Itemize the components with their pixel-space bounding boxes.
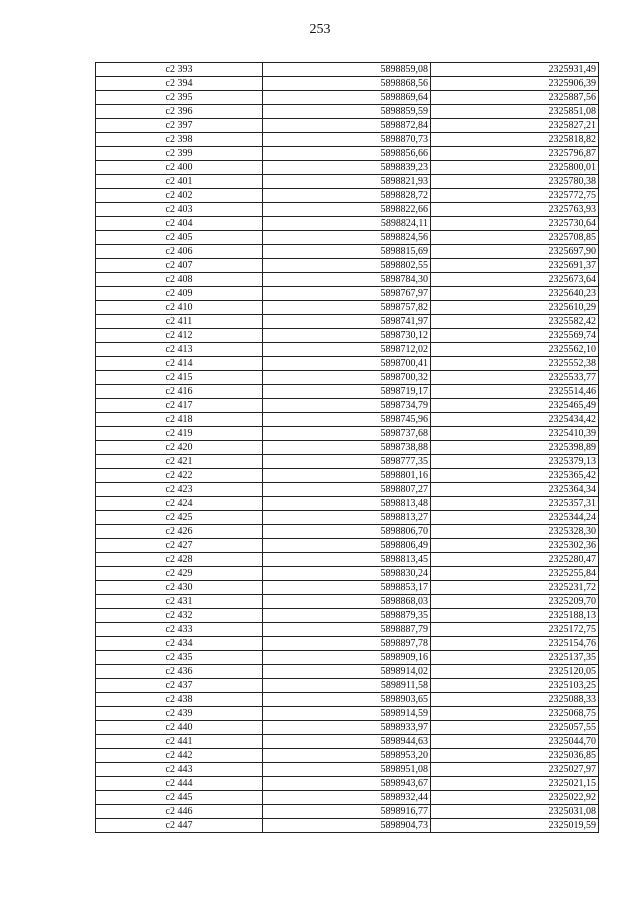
table-row — [96, 413, 599, 427]
y-coordinate-cell: 2325851,08 — [431, 105, 599, 119]
point-id-cell: с2 439 — [96, 707, 263, 721]
x-coordinate-cell: 5898712,02 — [263, 343, 431, 357]
table-row — [96, 735, 599, 749]
table-row — [96, 693, 599, 707]
x-coordinate-cell: 5898944,63 — [263, 735, 431, 749]
point-id-cell: с2 426 — [96, 525, 263, 539]
point-id-cell: с2 393 — [96, 63, 263, 77]
point-id-cell: с2 416 — [96, 385, 263, 399]
y-coordinate-cell: 2325514,46 — [431, 385, 599, 399]
point-id-cell: с2 417 — [96, 399, 263, 413]
point-id-cell: с2 401 — [96, 175, 263, 189]
table-row — [96, 245, 599, 259]
x-coordinate-cell: 5898859,59 — [263, 105, 431, 119]
y-coordinate-cell: 2325103,25 — [431, 679, 599, 693]
y-coordinate-cell: 2325364,34 — [431, 483, 599, 497]
y-coordinate-cell: 2325410,39 — [431, 427, 599, 441]
table-row — [96, 189, 599, 203]
table-row — [96, 427, 599, 441]
y-coordinate-cell: 2325763,93 — [431, 203, 599, 217]
table-row — [96, 133, 599, 147]
point-id-cell: с2 431 — [96, 595, 263, 609]
x-coordinate-cell: 5898767,97 — [263, 287, 431, 301]
x-coordinate-cell: 5898914,59 — [263, 707, 431, 721]
y-coordinate-cell: 2325328,30 — [431, 525, 599, 539]
y-coordinate-cell: 2325552,38 — [431, 357, 599, 371]
x-coordinate-cell: 5898813,27 — [263, 511, 431, 525]
x-coordinate-cell: 5898951,08 — [263, 763, 431, 777]
x-coordinate-cell: 5898777,35 — [263, 455, 431, 469]
y-coordinate-cell: 2325887,56 — [431, 91, 599, 105]
point-id-cell: с2 414 — [96, 357, 263, 371]
y-coordinate-cell: 2325031,08 — [431, 805, 599, 819]
y-coordinate-cell: 2325172,75 — [431, 623, 599, 637]
table-row — [96, 441, 599, 455]
point-id-cell: с2 444 — [96, 777, 263, 791]
table-row — [96, 203, 599, 217]
point-id-cell: с2 410 — [96, 301, 263, 315]
point-id-cell: с2 399 — [96, 147, 263, 161]
y-coordinate-cell: 2325730,64 — [431, 217, 599, 231]
y-coordinate-cell: 2325697,90 — [431, 245, 599, 259]
x-coordinate-cell: 5898830,24 — [263, 567, 431, 581]
y-coordinate-cell: 2325036,85 — [431, 749, 599, 763]
y-coordinate-cell: 2325120,05 — [431, 665, 599, 679]
table-row — [96, 315, 599, 329]
table-row — [96, 805, 599, 819]
point-id-cell: с2 425 — [96, 511, 263, 525]
point-id-cell: с2 430 — [96, 581, 263, 595]
table-row — [96, 623, 599, 637]
x-coordinate-cell: 5898868,03 — [263, 595, 431, 609]
y-coordinate-cell: 2325906,39 — [431, 77, 599, 91]
table-row — [96, 77, 599, 91]
point-id-cell: с2 419 — [96, 427, 263, 441]
table-row — [96, 455, 599, 469]
x-coordinate-cell: 5898757,82 — [263, 301, 431, 315]
x-coordinate-cell: 5898824,56 — [263, 231, 431, 245]
point-id-cell: с2 422 — [96, 469, 263, 483]
point-id-cell: с2 394 — [96, 77, 263, 91]
x-coordinate-cell: 5898868,56 — [263, 77, 431, 91]
table-row — [96, 819, 599, 833]
y-coordinate-cell: 2325019,59 — [431, 819, 599, 833]
y-coordinate-cell: 2325569,74 — [431, 329, 599, 343]
x-coordinate-cell: 5898859,08 — [263, 63, 431, 77]
table-row — [96, 357, 599, 371]
y-coordinate-cell: 2325231,72 — [431, 581, 599, 595]
point-id-cell: с2 420 — [96, 441, 263, 455]
point-id-cell: с2 398 — [96, 133, 263, 147]
point-id-cell: с2 397 — [96, 119, 263, 133]
table-row — [96, 399, 599, 413]
table-row — [96, 147, 599, 161]
y-coordinate-cell: 2325640,23 — [431, 287, 599, 301]
table-row — [96, 637, 599, 651]
x-coordinate-cell: 5898813,45 — [263, 553, 431, 567]
table-row — [96, 483, 599, 497]
x-coordinate-cell: 5898738,88 — [263, 441, 431, 455]
x-coordinate-cell: 5898719,17 — [263, 385, 431, 399]
x-coordinate-cell: 5898741,97 — [263, 315, 431, 329]
y-coordinate-cell: 2325800,01 — [431, 161, 599, 175]
y-coordinate-cell: 2325562,10 — [431, 343, 599, 357]
x-coordinate-cell: 5898932,44 — [263, 791, 431, 805]
x-coordinate-cell: 5898815,69 — [263, 245, 431, 259]
point-id-cell: с2 445 — [96, 791, 263, 805]
y-coordinate-cell: 2325209,70 — [431, 595, 599, 609]
point-id-cell: с2 404 — [96, 217, 263, 231]
table-row — [96, 63, 599, 77]
x-coordinate-cell: 5898914,02 — [263, 665, 431, 679]
table-row — [96, 231, 599, 245]
point-id-cell: с2 413 — [96, 343, 263, 357]
x-coordinate-cell: 5898869,64 — [263, 91, 431, 105]
x-coordinate-cell: 5898806,70 — [263, 525, 431, 539]
coordinates-table-body — [96, 63, 599, 833]
table-row — [96, 273, 599, 287]
point-id-cell: с2 405 — [96, 231, 263, 245]
x-coordinate-cell: 5898872,84 — [263, 119, 431, 133]
table-row — [96, 763, 599, 777]
table-row — [96, 567, 599, 581]
point-id-cell: с2 438 — [96, 693, 263, 707]
y-coordinate-cell: 2325137,35 — [431, 651, 599, 665]
point-id-cell: с2 406 — [96, 245, 263, 259]
y-coordinate-cell: 2325398,89 — [431, 441, 599, 455]
y-coordinate-cell: 2325434,42 — [431, 413, 599, 427]
point-id-cell: с2 432 — [96, 609, 263, 623]
x-coordinate-cell: 5898897,78 — [263, 637, 431, 651]
x-coordinate-cell: 5898839,23 — [263, 161, 431, 175]
y-coordinate-cell: 2325708,85 — [431, 231, 599, 245]
table-row — [96, 287, 599, 301]
y-coordinate-cell: 2325827,21 — [431, 119, 599, 133]
table-row — [96, 343, 599, 357]
x-coordinate-cell: 5898887,79 — [263, 623, 431, 637]
point-id-cell: с2 437 — [96, 679, 263, 693]
table-row — [96, 301, 599, 315]
table-row — [96, 539, 599, 553]
x-coordinate-cell: 5898784,30 — [263, 273, 431, 287]
x-coordinate-cell: 5898904,73 — [263, 819, 431, 833]
table-row — [96, 497, 599, 511]
x-coordinate-cell: 5898822,66 — [263, 203, 431, 217]
x-coordinate-cell: 5898953,20 — [263, 749, 431, 763]
x-coordinate-cell: 5898903,65 — [263, 693, 431, 707]
point-id-cell: с2 415 — [96, 371, 263, 385]
x-coordinate-cell: 5898856,66 — [263, 147, 431, 161]
y-coordinate-cell: 2325931,49 — [431, 63, 599, 77]
table-row — [96, 777, 599, 791]
x-coordinate-cell: 5898801,16 — [263, 469, 431, 483]
y-coordinate-cell: 2325255,84 — [431, 567, 599, 581]
table-row — [96, 161, 599, 175]
table-row — [96, 371, 599, 385]
table-row — [96, 91, 599, 105]
point-id-cell: с2 409 — [96, 287, 263, 301]
x-coordinate-cell: 5898700,41 — [263, 357, 431, 371]
y-coordinate-cell: 2325302,36 — [431, 539, 599, 553]
y-coordinate-cell: 2325772,75 — [431, 189, 599, 203]
point-id-cell: с2 436 — [96, 665, 263, 679]
point-id-cell: с2 412 — [96, 329, 263, 343]
point-id-cell: с2 446 — [96, 805, 263, 819]
y-coordinate-cell: 2325154,76 — [431, 637, 599, 651]
y-coordinate-cell: 2325365,42 — [431, 469, 599, 483]
point-id-cell: с2 435 — [96, 651, 263, 665]
table-row — [96, 175, 599, 189]
x-coordinate-cell: 5898821,93 — [263, 175, 431, 189]
table-row — [96, 791, 599, 805]
point-id-cell: с2 407 — [96, 259, 263, 273]
x-coordinate-cell: 5898745,96 — [263, 413, 431, 427]
point-id-cell: с2 421 — [96, 455, 263, 469]
point-id-cell: с2 447 — [96, 819, 263, 833]
point-id-cell: с2 403 — [96, 203, 263, 217]
table-row — [96, 469, 599, 483]
x-coordinate-cell: 5898813,48 — [263, 497, 431, 511]
x-coordinate-cell: 5898806,49 — [263, 539, 431, 553]
point-id-cell: с2 428 — [96, 553, 263, 567]
table-row — [96, 105, 599, 119]
table-row — [96, 665, 599, 679]
table-row — [96, 749, 599, 763]
y-coordinate-cell: 2325533,77 — [431, 371, 599, 385]
table-row — [96, 651, 599, 665]
x-coordinate-cell: 5898870,73 — [263, 133, 431, 147]
table-row — [96, 511, 599, 525]
y-coordinate-cell: 2325379,13 — [431, 455, 599, 469]
table-row — [96, 217, 599, 231]
x-coordinate-cell: 5898824,11 — [263, 217, 431, 231]
point-id-cell: с2 395 — [96, 91, 263, 105]
y-coordinate-cell: 2325780,38 — [431, 175, 599, 189]
y-coordinate-cell: 2325691,37 — [431, 259, 599, 273]
page-number: 253 — [309, 22, 331, 37]
y-coordinate-cell: 2325021,15 — [431, 777, 599, 791]
point-id-cell: с2 396 — [96, 105, 263, 119]
y-coordinate-cell: 2325280,47 — [431, 553, 599, 567]
y-coordinate-cell: 2325465,49 — [431, 399, 599, 413]
x-coordinate-cell: 5898700,32 — [263, 371, 431, 385]
x-coordinate-cell: 5898911,58 — [263, 679, 431, 693]
point-id-cell: с2 411 — [96, 315, 263, 329]
point-id-cell: с2 441 — [96, 735, 263, 749]
x-coordinate-cell: 5898853,17 — [263, 581, 431, 595]
y-coordinate-cell: 2325796,87 — [431, 147, 599, 161]
point-id-cell: с2 408 — [96, 273, 263, 287]
y-coordinate-cell: 2325818,82 — [431, 133, 599, 147]
point-id-cell: с2 434 — [96, 637, 263, 651]
x-coordinate-cell: 5898730,12 — [263, 329, 431, 343]
point-id-cell: с2 440 — [96, 721, 263, 735]
y-coordinate-cell: 2325582,42 — [431, 315, 599, 329]
table-row — [96, 259, 599, 273]
y-coordinate-cell: 2325022,92 — [431, 791, 599, 805]
x-coordinate-cell: 5898909,16 — [263, 651, 431, 665]
table-row — [96, 609, 599, 623]
point-id-cell: с2 433 — [96, 623, 263, 637]
point-id-cell: с2 427 — [96, 539, 263, 553]
point-id-cell: с2 402 — [96, 189, 263, 203]
point-id-cell: с2 400 — [96, 161, 263, 175]
x-coordinate-cell: 5898737,68 — [263, 427, 431, 441]
table-row — [96, 329, 599, 343]
x-coordinate-cell: 5898828,72 — [263, 189, 431, 203]
table-row — [96, 119, 599, 133]
x-coordinate-cell: 5898802,55 — [263, 259, 431, 273]
table-row — [96, 679, 599, 693]
y-coordinate-cell: 2325344,24 — [431, 511, 599, 525]
y-coordinate-cell: 2325188,13 — [431, 609, 599, 623]
y-coordinate-cell: 2325027,97 — [431, 763, 599, 777]
x-coordinate-cell: 5898807,27 — [263, 483, 431, 497]
y-coordinate-cell: 2325673,64 — [431, 273, 599, 287]
point-id-cell: с2 424 — [96, 497, 263, 511]
y-coordinate-cell: 2325068,75 — [431, 707, 599, 721]
x-coordinate-cell: 5898943,67 — [263, 777, 431, 791]
point-id-cell: с2 418 — [96, 413, 263, 427]
y-coordinate-cell: 2325057,55 — [431, 721, 599, 735]
point-id-cell: с2 442 — [96, 749, 263, 763]
point-id-cell: с2 423 — [96, 483, 263, 497]
table-row — [96, 721, 599, 735]
y-coordinate-cell: 2325357,31 — [431, 497, 599, 511]
x-coordinate-cell: 5898734,79 — [263, 399, 431, 413]
table-row — [96, 581, 599, 595]
table-row — [96, 707, 599, 721]
x-coordinate-cell: 5898916,77 — [263, 805, 431, 819]
table-row — [96, 553, 599, 567]
y-coordinate-cell: 2325044,70 — [431, 735, 599, 749]
coordinates-table — [95, 62, 599, 833]
table-row — [96, 525, 599, 539]
table-row — [96, 595, 599, 609]
y-coordinate-cell: 2325088,33 — [431, 693, 599, 707]
point-id-cell: с2 429 — [96, 567, 263, 581]
table-row — [96, 385, 599, 399]
y-coordinate-cell: 2325610,29 — [431, 301, 599, 315]
point-id-cell: с2 443 — [96, 763, 263, 777]
x-coordinate-cell: 5898879,35 — [263, 609, 431, 623]
x-coordinate-cell: 5898933,97 — [263, 721, 431, 735]
